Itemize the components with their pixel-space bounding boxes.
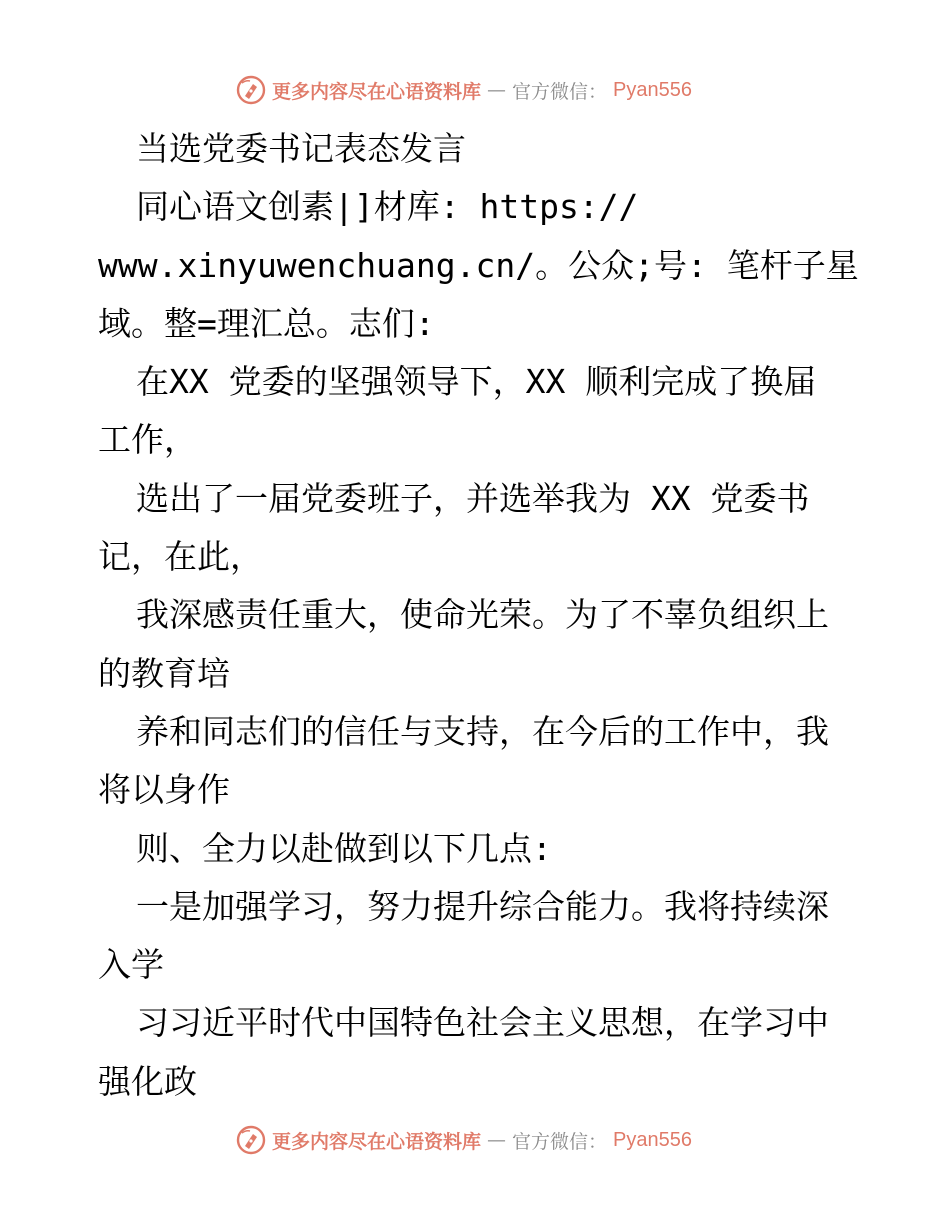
text-line: www.xinyuwenchuang.cn/。公众;号: 笔杆子星 [98, 245, 859, 285]
pen-nib-icon [236, 1125, 266, 1155]
text-line: 入学 [98, 945, 164, 985]
text-line: 的教育培 [98, 653, 230, 693]
watermark-id: Pyan556 [613, 1128, 692, 1151]
text-line: 域。整=理汇总。志们: [98, 303, 435, 343]
text-line: 记，在此， [98, 537, 263, 577]
pen-nib-icon [236, 75, 266, 105]
header-watermark [236, 72, 692, 108]
text-line: 将以身作 [98, 770, 230, 810]
text-line: 在XX 党委的坚强领导下，XX 顺利完成了换届 [136, 362, 817, 402]
text-line: 工作， [98, 420, 197, 460]
text-line: 则、全力以赴做到以下几点: [136, 828, 552, 868]
text-line: 习习近平时代中国特色社会主义思想，在学习中 [136, 1003, 829, 1043]
watermark-label: 官方微信： [512, 80, 608, 103]
watermark-dash: — [487, 1129, 507, 1151]
watermark-main-text: 更多内容尽在心语资料库 [272, 1130, 482, 1153]
text-line: 当选党委书记表态发言 [136, 129, 466, 168]
text-line: 强化政 [98, 1061, 197, 1101]
watermark-main-text: 更多内容尽在心语资料库 [272, 80, 482, 103]
text-line: 我深感责任重大，使命光荣。为了不辜负组织上 [136, 595, 829, 635]
watermark-dash: — [487, 79, 507, 101]
text-line: 一是加强学习，努力提升综合能力。我将持续深 [136, 886, 829, 926]
text-line: 同心语文创素|]材库: https:// [136, 187, 639, 227]
watermark-id: Pyan556 [613, 78, 692, 101]
footer-watermark [236, 1122, 692, 1158]
watermark-label: 官方微信： [512, 1130, 608, 1153]
text-line: 选出了一届党委班子，并选举我为 XX 党委书 [136, 478, 810, 518]
document-body [98, 120, 878, 1111]
text-line: 养和同志们的信任与支持，在今后的工作中，我 [136, 711, 829, 751]
